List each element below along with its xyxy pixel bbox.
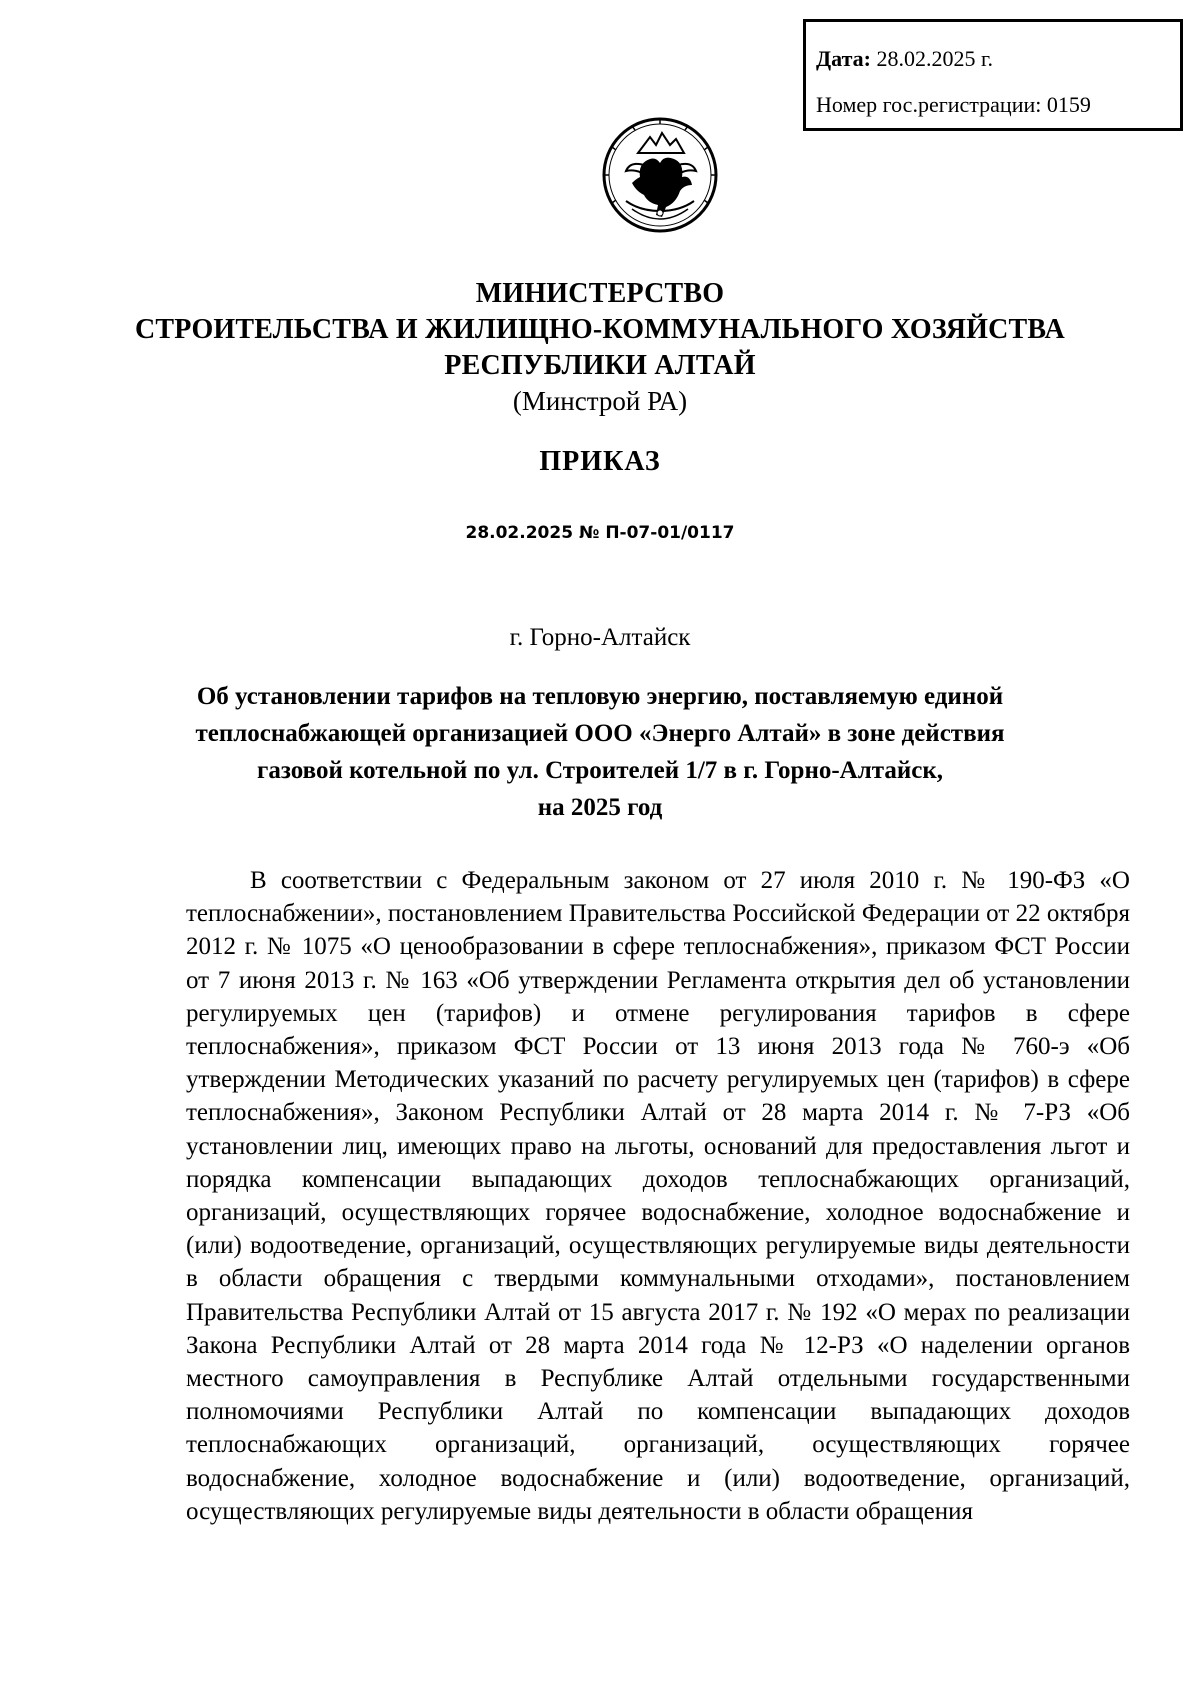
subject-line-3: газовой котельной по ул. Строителей 1/7 в г. Горно-Алтайск, [256, 757, 943, 784]
registration-number-value: 0159 [1046, 92, 1091, 117]
subject-line-4: на 2025 год [537, 794, 663, 821]
order-city: г. Горно-Алтайск [509, 624, 691, 651]
subject-line-2: теплоснабжающей организацией ООО «Энерго Алтай» в зоне действия [195, 720, 1005, 747]
registration-number-label: Номер гос.регистрации: [816, 92, 1042, 117]
order-date-number: 28.02.2025 № П-07-01/0117 [465, 523, 735, 543]
order-body-paragraph: В соответствии с Федеральным законом от 27 июля 2010 г. № 190-ФЗ «О теплоснабжении», постановлением Правительства Российской Федерации от 22 октября 2012 г. № 1075 «О ценообразовании в сфере теплоснабжения», приказом ФСТ России от 7 июня 2013 г. № 163 «Об утверждении Регламента открытия дел об установлении регулируемых цен (тарифов) и отмене регулирования тарифов в сфере теплоснабжения», приказом ФСТ России от 13 июня 2013 года № 760-э «Об утверждении Методических указаний по расчету регулируемых цен (тарифов) в сфере теплоснабжения», Законом Республики Алтай от 28 марта 2014 г. № 7-РЗ «Об установлении лиц, имеющих право на льготы, оснований для предоставления льгот и порядка компенсации выпадающих доходов теплоснабжающих организаций, организаций, осуществляющих горячее водоснабжение, холодное водоснабжение и (или) водоотведение, организаций, осуществляющих регулируемые виды деятельности в области обращения с твердыми коммунальными отходами», постановлением Правительства Республики Алтай от 15 августа 2017 г. № 192 «О мерах по реализации Закона Республики Алтай от 28 марта 2014 года № 12-РЗ «О наделении органов местного самоуправления в Республике Алтай отдельными государственными полномочиями Республики Алтай по компенсации выпадающих доходов теплоснабжающих организаций, организаций, осуществляющих горячее водоснабжение, холодное водоснабжение и (или) водоотведение, организаций, осуществляющих регулируемые виды деятельности в области обращения [186, 867, 1130, 1525]
ministry-line-1: МИНИСТЕРСТВО [475, 278, 725, 309]
ministry-heading [0, 276, 1200, 384]
registration-date-label: Дата: [816, 46, 871, 71]
order-subject [0, 678, 1200, 826]
altai-republic-coat-of-arms-icon [600, 115, 720, 235]
ministry-line-2: СТРОИТЕЛЬСТВА И ЖИЛИЩНО-КОММУНАЛЬНОГО ХОЗЯЙСТВА [135, 314, 1065, 345]
registration-date-value: 28.02.2025 г. [876, 46, 994, 71]
registration-stamp [803, 19, 1183, 131]
ministry-line-3: РЕСПУБЛИКИ АЛТАЙ [444, 350, 756, 381]
ministry-abbreviation: (Минстрой РА) [512, 386, 688, 416]
order-title: ПРИКАЗ [539, 446, 661, 477]
subject-line-1: Об установлении тарифов на тепловую энергию, поставляемую единой [196, 683, 1004, 710]
registration-date-row [816, 36, 1180, 82]
registration-number-row [816, 82, 1180, 128]
